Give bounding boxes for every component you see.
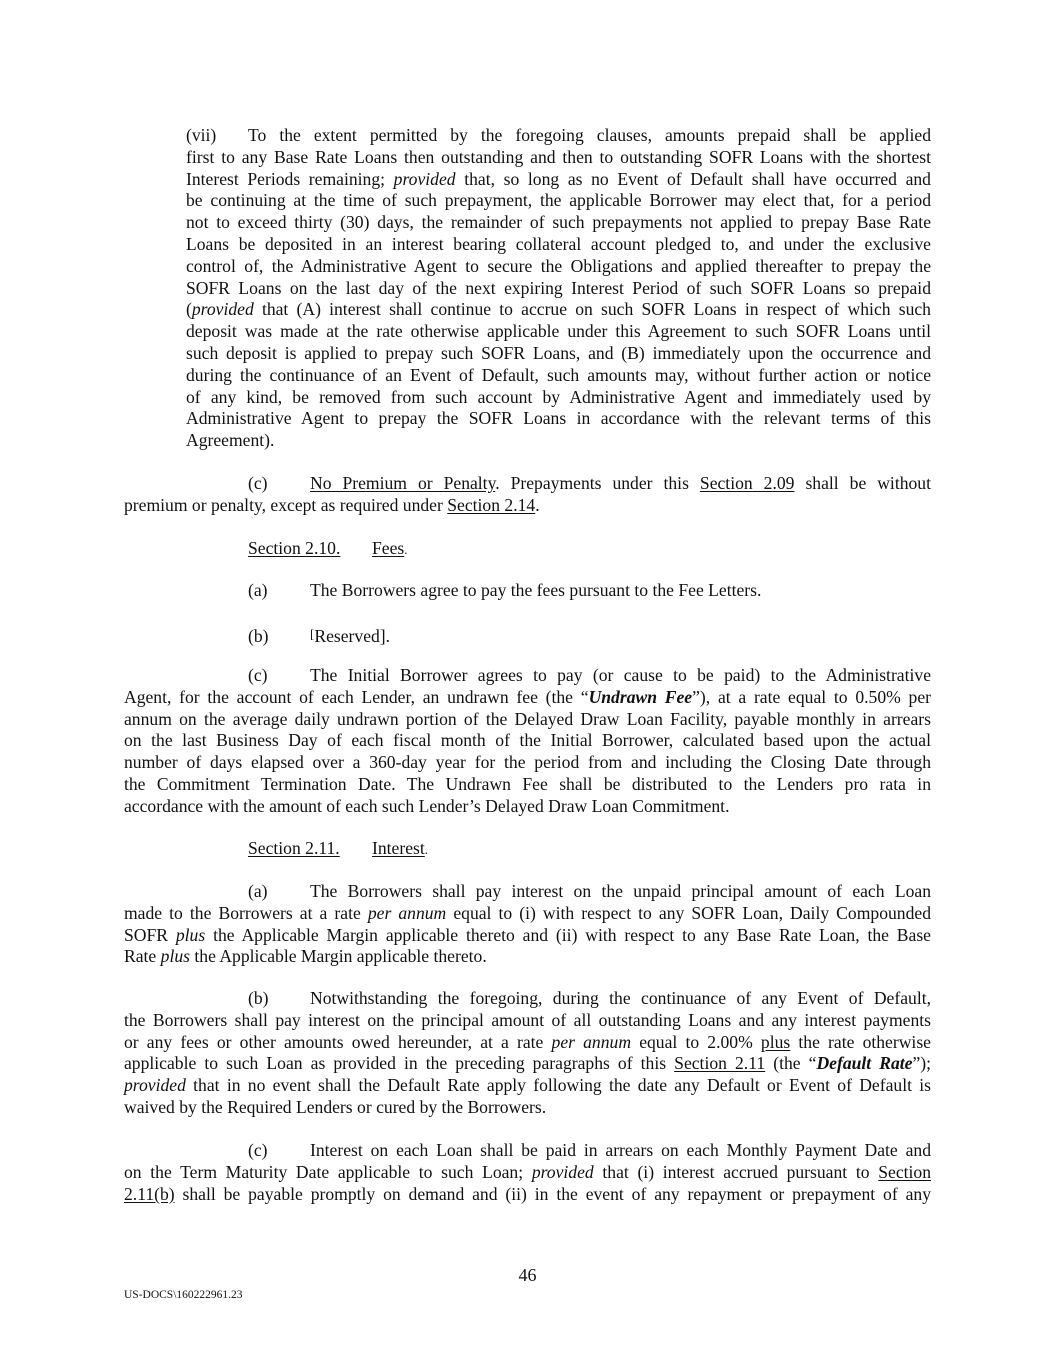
text-line: made to the Borrowers at a rate per annum equal to (i) with respect to any SOFR Loan, Daily Compounded bbox=[124, 902, 931, 923]
section-reference: Section 2.14 bbox=[447, 494, 536, 515]
text-line: of any kind, be removed from such account by Administrative Agent and immediately used by bbox=[186, 386, 931, 407]
page-number: 46 bbox=[518, 1265, 537, 1285]
text-line: be continuing at the time of such prepayment, the applicable Borrower may elect that, for a period bbox=[186, 190, 931, 211]
text-line: accordance with the amount of each such Lender’s Delayed Draw Loan Commitment. bbox=[124, 795, 730, 816]
text-line: control of, the Administrative Agent to secure the Obligations and applied thereafter to prepay the bbox=[186, 255, 931, 276]
text-line: provided that in no event shall the Default Rate apply following the date any Default or Event of Default is bbox=[124, 1075, 931, 1096]
text-line: Rate plus the Applicable Margin applicable thereto. bbox=[124, 946, 487, 967]
text-line: on the Term Maturity Date applicable to such Loan; provided that (i) interest accrued pursuant to Section bbox=[124, 1161, 931, 1182]
section-reference: Section 2.09 bbox=[699, 473, 795, 493]
defined-term: Default Rate bbox=[816, 1053, 913, 1074]
text-line: Agent, for the account of each Lender, an undrawn fee (the “Undrawn Fee”), at a rate equal to 0.50% per bbox=[124, 686, 932, 707]
section-reference: 2.11(b) bbox=[124, 1183, 175, 1204]
clause-2-10-b: (b) [Reserved]. bbox=[248, 626, 391, 646]
section-title: Fees bbox=[372, 538, 405, 558]
text-line: (c) No Premium or Penalty. Prepayments under this Section 2.09 shall be without bbox=[248, 473, 931, 493]
text-line: applicable to such Loan as provided in the preceding paragraphs of this Section 2.11 (the “Default Rate”); bbox=[124, 1053, 932, 1074]
text-line: the Borrowers shall pay interest on the principal amount of all outstanding Loans and any interest payments bbox=[124, 1009, 931, 1030]
text-line: such deposit is applied to prepay such SOFR Loans, and (B) immediately upon the occurrence and bbox=[186, 342, 931, 363]
section-reference: Section bbox=[878, 1161, 931, 1182]
clause-2-11-a bbox=[124, 881, 931, 968]
text-line: not to exceed thirty (30) days, the remainder of such prepayments not applied to prepay Base Rate bbox=[186, 212, 931, 233]
text-line: annum on the average daily undrawn portion of the Delayed Draw Loan Facility, payable monthly in arrears bbox=[124, 708, 931, 729]
section-reference: Section 2.11 bbox=[674, 1053, 766, 1074]
clause-vii bbox=[186, 125, 931, 452]
section-title: Interest bbox=[372, 838, 425, 858]
text-line: (b) Notwithstanding the foregoing, during the continuance of any Event of Default, bbox=[248, 988, 931, 1008]
text-line: the Commitment Termination Date. The Undrawn Fee shall be distributed to the Lenders pro rata in bbox=[124, 773, 931, 794]
text-line: Loans be deposited in an interest bearing collateral account pledged to, and under the exclusive bbox=[186, 233, 931, 254]
section-number: Section 2.10. bbox=[248, 538, 341, 558]
clause-label: (vii) bbox=[186, 125, 217, 145]
clause-2-11-b bbox=[124, 988, 931, 1119]
clause-2-11-c bbox=[124, 1140, 931, 1205]
text-line: SOFR plus the Applicable Margin applicable thereto and (ii) with respect to any Base Rate Loan, the Base bbox=[124, 924, 931, 945]
text-line: SOFR Loans on the last day of the next expiring Interest Period of such SOFR Loans so prepaid bbox=[186, 277, 931, 298]
section-heading-2-11: Section 2.11. Interest. bbox=[248, 838, 429, 858]
text-line: first to any Base Rate Loans then outstanding and then to outstanding SOFR Loans with the shortest bbox=[186, 146, 931, 167]
text-line: (provided that (A) interest shall continue to accrue on such SOFR Loans in respect of which such bbox=[186, 299, 931, 320]
clause-title: No Premium or Penalty bbox=[310, 473, 496, 493]
text-line: Agreement). bbox=[186, 430, 275, 451]
text-line: during the continuance of an Event of Default, such amounts may, without further action or notice bbox=[186, 364, 931, 385]
text-line: (c) The Initial Borrower agrees to pay (or cause to be paid) to the Administrative bbox=[248, 665, 931, 685]
section-number: Section 2.11. bbox=[248, 838, 340, 858]
text-line: Administrative Agent to prepay the SOFR Loans in accordance with the relevant terms of this bbox=[186, 408, 931, 429]
defined-term: Undrawn Fee bbox=[588, 686, 693, 707]
text-line: number of days elapsed over a 360-day year for the period from and including the Closing Date through bbox=[124, 752, 931, 773]
clause-2-10-c bbox=[124, 665, 931, 818]
text-line: Interest Periods remaining; provided that, so long as no Event of Default shall have occurred and bbox=[186, 168, 931, 189]
text-line: or any fees or other amounts owed hereunder, at a rate per annum equal to 2.00% plus the rate otherwise bbox=[124, 1031, 931, 1052]
text-line: 2.11(b) shall be payable promptly on demand and (ii) in the event of any repayment or prepayment of any bbox=[124, 1183, 931, 1204]
text-line: premium or penalty, except as required under Section 2.14. bbox=[124, 494, 540, 515]
text-line: waived by the Required Lenders or cured by the Borrowers. bbox=[124, 1096, 547, 1117]
section-heading-2-10: Section 2.10. Fees. bbox=[248, 538, 408, 558]
text-line: deposit was made at the rate otherwise applicable under this Agreement to such SOFR Loans until bbox=[186, 321, 931, 342]
text-line: (a) The Borrowers shall pay interest on the unpaid principal amount of each Loan bbox=[248, 881, 931, 901]
text-line: (vii) To the extent permitted by the foregoing clauses, amounts prepaid shall be applied bbox=[186, 125, 931, 145]
text-line: on the last Business Day of each fiscal month of the Initial Borrower, calculated based upon the actual bbox=[124, 730, 931, 751]
text-line: (c) Interest on each Loan shall be paid in arrears on each Monthly Payment Date and bbox=[248, 1140, 931, 1160]
clause-2-09-c bbox=[124, 473, 931, 517]
document-id: US-DOCS\160222961.23 bbox=[124, 1289, 243, 1301]
clause-2-10-a: (a) The Borrowers agree to pay the fees pursuant to the Fee Letters. bbox=[248, 580, 762, 600]
